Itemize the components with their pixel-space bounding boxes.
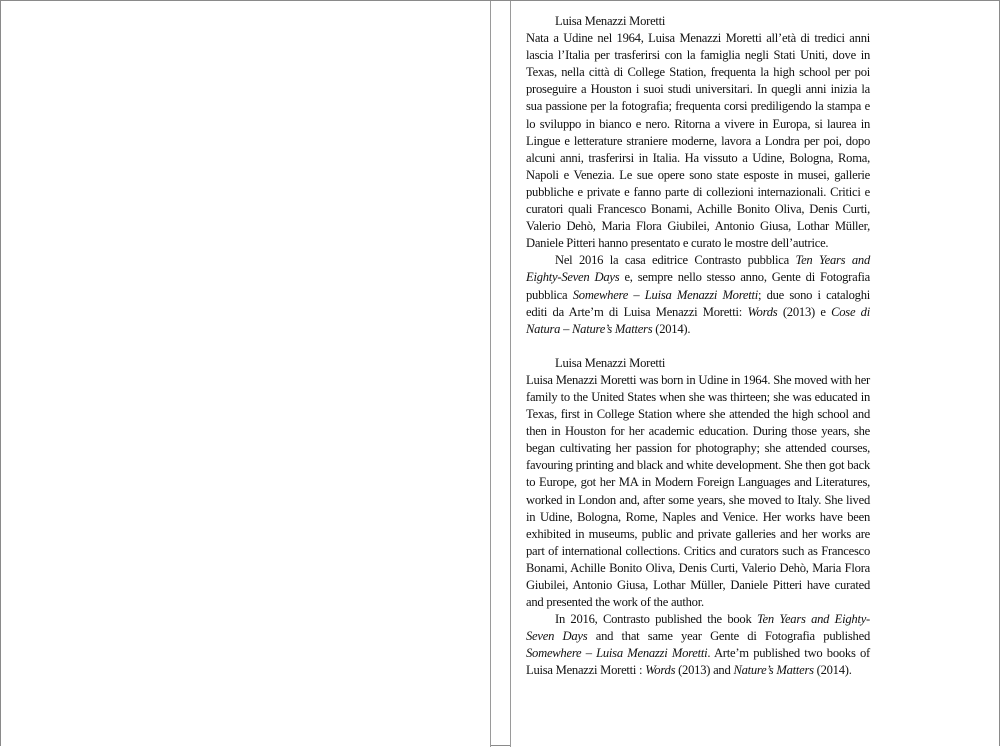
publications-paragraph-italian [526,252,870,337]
publication-text: ; due sono i cataloghi editi da Arte’m di Luisa Menazzi Moretti: [526,287,870,319]
book-title: Cose di Natura – Nature’s Matters [526,304,870,336]
publication-text: (2014). [813,663,852,678]
biography-text-column [526,13,870,680]
publication-text: (2013) and [675,663,734,678]
book-title: Words [645,663,676,678]
bio-paragraph-english: Luisa Menazzi Moretti was born in Udine in 1964. She moved with her family to the United States when she was thirteen; she was educated in Texas, first in College Station where she attended the high school and then in Houston for her academic education. During those years, she began cultivating her passion for photography; she attended courses, favouring printing and black and white development. She then got back to Europe, got her MA in Modern Foreign Languages and Literatures, worked in London and, after some years, she moved to Italy. She lived in Udine, Bologna, Rome, Naples and Venice. Her works have been exhibited in museums, public and private galleries and her works are part of international collections. Critics and curators such as Francesco Bonami, Achille Bonito Oliva, Denis Curti, Valerio Dehò, Maria Flora Giubilei, Antonio Giusa, Lothar Müller, Daniele Pitteri have curated and presented the work of the author. [526,372,870,610]
gutter-line-left [490,1,491,747]
author-name-italian: Luisa Menazzi Moretti [555,14,666,28]
book-title: Ten Years and Eighty-Seven Days [526,253,870,285]
publication-text: (2014). [652,321,691,336]
section-spacer [526,338,870,355]
publication-text: and that same year Gente di Fotografia published [587,629,870,644]
left-page-blank [1,1,490,747]
publication-text: In 2016, Contrasto published the book [555,612,757,627]
book-title: Ten Years and Eighty-Seven Days [526,612,870,644]
book-title: Somewhere – Luisa Menazzi Moretti [572,287,758,302]
publication-text: . Arte’m published two books of Luisa Menazzi Moretti : [526,646,870,678]
book-title: Words [747,304,778,319]
book-title: Somewhere – Luisa Menazzi Moretti [526,646,708,661]
author-name-english: Luisa Menazzi Moretti [555,355,666,370]
publication-text: Nel 2016 la casa editrice Contrasto pubblica [555,253,796,268]
book-title: Nature’s Matters [733,663,814,678]
publication-text: e, sempre nello stesso anno, Gente di Fotografia pubblica [526,270,870,302]
bio-paragraph-italian: Nata a Udine nel 1964, Luisa Menazzi Moretti all’età di tredici anni lascia l’Italia per trasferirsi con la famiglia negli Stati Uniti, dove in Texas, nella città di College Station, frequenta la high school per poi proseguire a Houston i suoi studi universitari. In quegli anni inizia la sua passione per la fotografia; frequenta corsi prediligendo la stampa e lo sviluppo in bianco e nero. Ritorna a vivere in Europa, si laurea in Lingue e letterature straniere moderne, lavora a Londra per poi, dopo alcuni anni, trasferirsi in Italia. Ha vissuto a Udine, Bologna, Roma, Napoli e Venezia. Le sue opere sono state esposte in musei, gallerie pubbliche e private e fanno parte di collezioni internazionali. Critici e curatori quali Francesco Bonami, Achille Bonito Oliva, Denis Curti, Valerio Dehò, Maria Flora Giubilei, Antonio Giusa, Lothar Müller, Daniele Pitteri hanno presentato e curato le mostre dell’autrice. [526,31,870,251]
publication-text: (2013) e [777,304,832,319]
publications-paragraph-english [526,611,870,679]
